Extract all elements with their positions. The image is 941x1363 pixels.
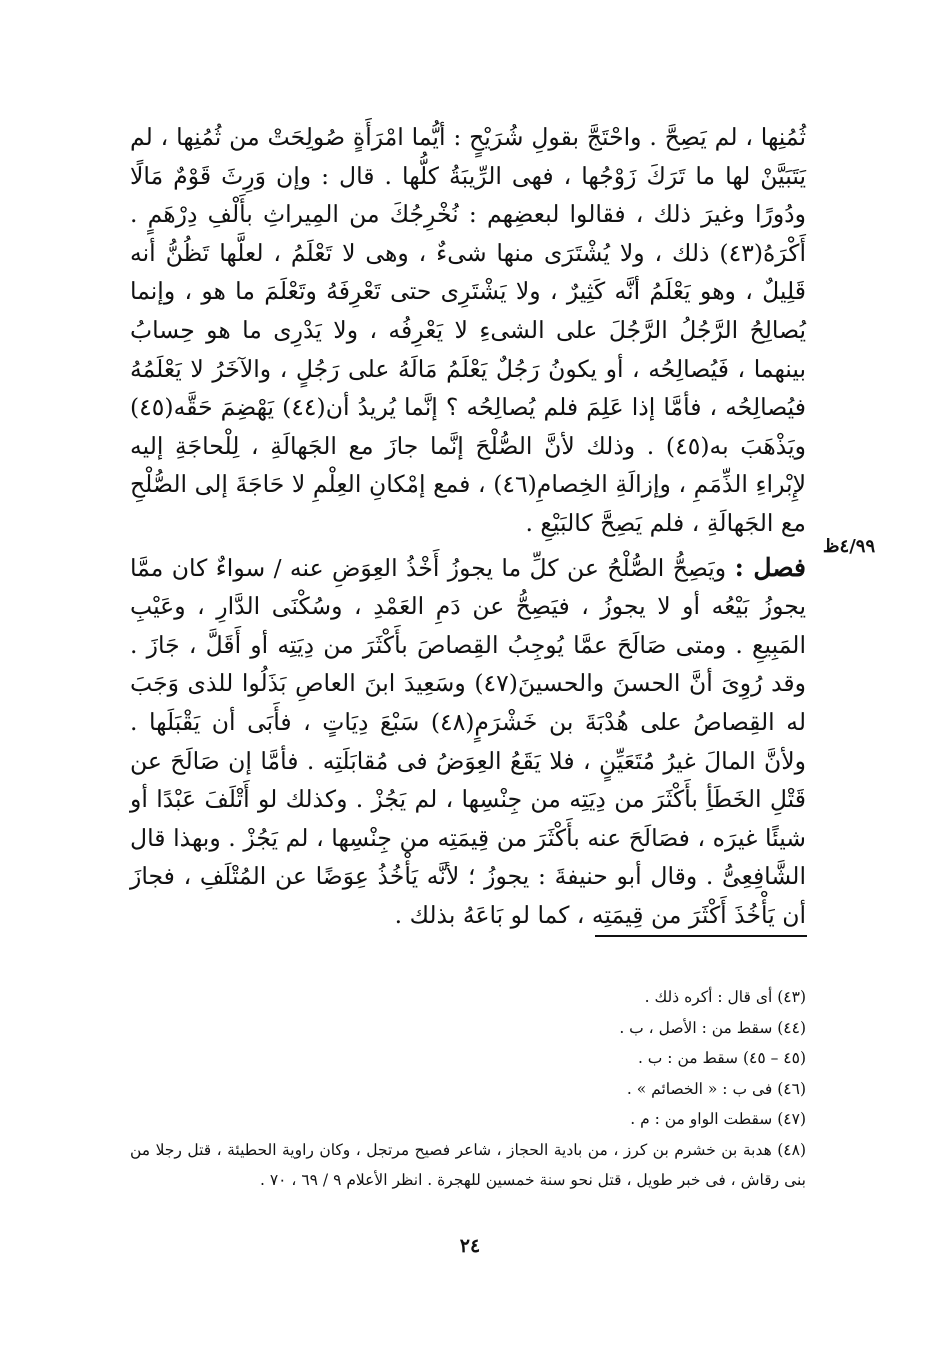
paragraph-1: ثُمُنِها ، لم يَصِحَّ . واحْتَجَّ بقولِ شُرَيْحٍ : أيُّما امْرَأَةٍ صُولِحَتْ من ثُمُنِها ، لم يَتَبَيَّنْ لها ما تَرَكَ زَوْجُها ، فهى الرِّيبَةُ كلُّها . قال : وإن وَرِثَ قَوْمٌ مَالًا ودُورًا وغيرَ ذلك ، فقالوا لبعضِهم : نُخْرِجُكَ من المِيراثِ بأَلْفِ دِرْهَمٍ . أَكْرَهُ(٤٣) ذلك ، ولا يُشْتَرَى منها شىءٌ ، وهى لا تَعْلَمُ ، لعلَّها تَظُنُّ أنه قَلِيلٌ ، وهو يَعْلَمُ أنَّه كَثِيرٌ ، ولا يَشْتَرِى حتى تَعْرِفَهُ وتَعْلَمَ ما هو ، وإنما يُصالِحُ الرَّجُلُ الرَّجُلَ على الشىءِ لا يَعْرِفُه ، ولا يَدْرِى ما هو حِسابُ بينهما ، فَيُصالِحُه ، أو يكونُ رَجُلٌ يَعْلَمُ مَالَهُ على رَجُلٍ ، والآخَرُ لا يَعْلَمُهُ فيُصالِحُه ، فأمَّا إذا عَلِمَ فلم يُصالِحُه ؟ إنَّما يُريدُ أن(٤٤) يَهْضِمَ حَقَّه(٤٥) ويَذْهَبَ به(٤٥) . وذلك لأنَّ الصُّلْحَ إنَّما جازَ مع الجَهالَةِ ، لِلْحاجَةِ إليه لإِبْراءِ الذِّمَمِ ، وإزالَةِ الخِصامِ(٤٦) ، فمع إمْكانِ العِلْمِ لا حَاجَةَ إلى الصُّلْحِ مع الجَهالَةِ ، فلم يَصِحَّ كالبَيْعِ . [130, 123, 806, 537]
footnote-45: (٤٥ – ٤٥) سقط من : ب . [637, 1049, 806, 1067]
footnotes [130, 982, 806, 1196]
main-text-block [130, 118, 806, 934]
paragraph-2-text: ويَصِحُّ الصُّلْحُ عن كلِّ ما يجوزُ أَخْذُ العِوَضِ عنه / سواءٌ كان ممَّا يجوزُ بَيْعُه أو لا يجوزُ ، فيَصِحُّ عن دَمِ العَمْدِ ، وسُكْنَى الدَّارِ ، وعَيْبِ المَبِيعِ . ومتى صَالَحَ عمَّا يُوجِبُ القِصاصَ بأَكْثَرَ من دِيَتِه أو أَقَلَّ ، جَازَ . وقد رُوِىَ أنَّ الحسنَ والحسينَ(٤٧) وسَعِيدَ ابنَ العاصِ بَذَلُوا للذى وَجَبَ له القِصاصُ على هُدْبَةَ بن خَشْرَمٍ(٤٨) سَبْعَ دِيَاتٍ ، فأَبَى أن يَقْبَلَها . ولأنَّ المالَ غيرُ مُتَعَيِّنٍ ، فلا يَقَعُ العِوَضُ فى مُقابَلَتِه . فأمَّا إن صَالَحَ عن قَتْلِ الخَطَأِ بأَكْثَرَ من دِيَتِه من جِنْسِها ، لم يَجُزْ . وكذلك لو أَتْلَفَ عَبْدًا أو شيئًا غيرَه ، فصَالَحَ عنه بأَكْثَرَ من قِيمَتِه من جِنْسِها ، لم يَجُزْ . وبهذا قال الشَّافِعِىُّ . وقال أبو حنيفةَ : يجوزُ ؛ لأنَّه يَأْخُذُ عِوَضًا عن المُتْلَفِ ، فجازَ أن يَأْخُذَ أَكْثَرَ من قِيمَتِه ، كما لو بَاعَهُ بذلك . [130, 553, 806, 929]
footnote-47: (٤٧) سقطت الواو من : م . [630, 1110, 806, 1128]
footnote-48: (٤٨) هدبة بن خشرم بن كرز ، من بادية الحجاز ، شاعر فصيح مرتجل ، وكان راوية الحطيئة ، قتل رجلا من بنى رقاش ، فى خبر طويل ، قتل نحو سنة خمسين للهجرة . انظر الأعلام ٩ / ٦٩ ، ٧٠ . [130, 1140, 806, 1189]
manuscript-folio-marker: ٤/٩٩ظ [822, 536, 876, 557]
footnote-43: (٤٣) أى قال : أكره ذلك . [644, 988, 806, 1006]
footnote-divider [595, 935, 807, 937]
paragraph-2 [130, 549, 806, 935]
page-number: ٢٤ [459, 1235, 481, 1257]
fasl-label: فصل : [734, 552, 806, 582]
footnote-44: (٤٤) سقط من : الأصل ، ب . [619, 1018, 806, 1037]
footnote-46: (٤٦) فى ب : « الخصائم » . [626, 1079, 806, 1098]
